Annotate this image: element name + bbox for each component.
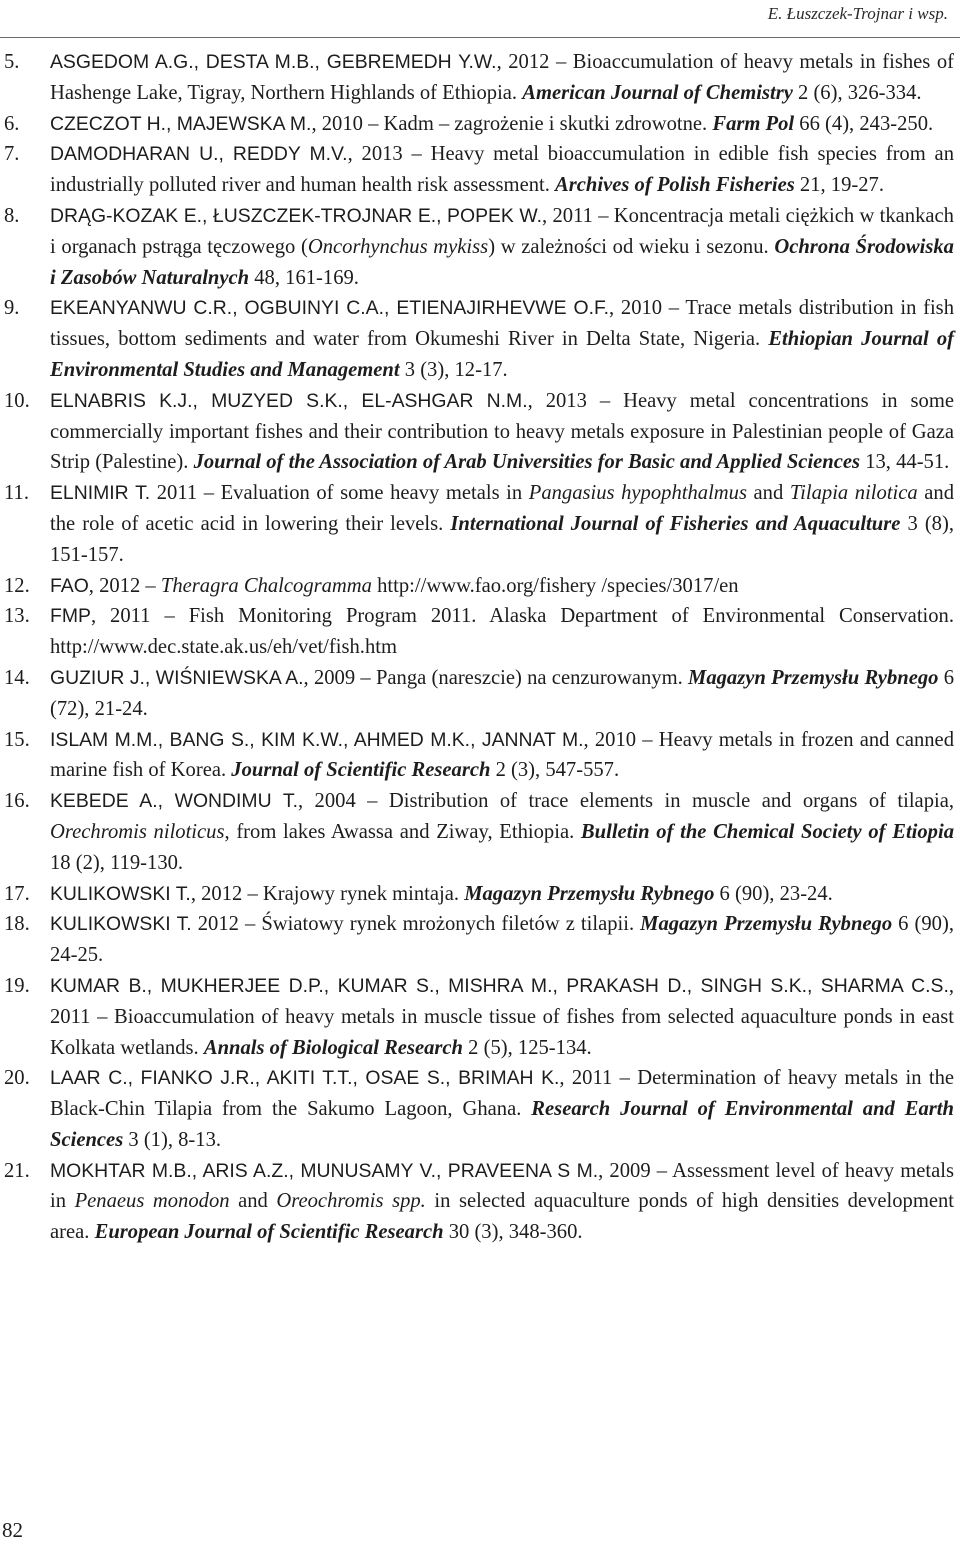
reference-text: 6 (72), 21-24.: [50, 666, 954, 720]
reference-number: 13.: [4, 605, 30, 628]
reference-number: 17.: [4, 882, 30, 905]
reference-text: 3 (3), 12-17.: [399, 358, 508, 381]
reference-journal: Magazyn Przemysłu Rybnego: [688, 666, 939, 689]
reference-authors: KUMAR B., MUKHERJEE D.P., KUMAR S., MISHRA M., PRAKASH D., SINGH S.K., SHARMA C.S.: [50, 974, 949, 997]
reference-text: , 2004 – Distribution of trace elements in muscle and organs of tilapia,: [297, 790, 955, 813]
reference-text: 2011 – Evaluation of some heavy metals in: [150, 482, 529, 505]
reference-authors: ELNABRIS K.J., MUZYED S.K., EL-ASHGAR N.M.: [50, 389, 528, 412]
reference-item: [0, 47, 960, 109]
reference-authors: KEBEDE A., WONDIMU T.: [50, 790, 298, 813]
reference-text: , 2012 – Krajowy rynek mintaja.: [190, 882, 465, 905]
reference-authors: DAMODHARAN U., REDDY M.V.: [50, 143, 348, 166]
reference-text: 66 (4), 243-250.: [794, 112, 934, 135]
reference-journal: Bulletin of the Chemical Society of Etiopia: [580, 820, 954, 843]
reference-text: 2 (6), 326-334.: [792, 81, 922, 104]
reference-journal: International Journal of Fisheries and Aquaculture: [450, 512, 901, 535]
reference-item: [0, 386, 960, 478]
reference-journal: Journal of Scientific Research: [231, 759, 491, 782]
reference-number: 9.: [4, 297, 20, 320]
reference-authors: FMP: [50, 605, 91, 628]
species-name: Oncorhynchus mykiss: [307, 235, 489, 258]
reference-authors: FAO: [50, 574, 89, 597]
reference-text: 2 (5), 125-134.: [463, 1036, 592, 1059]
reference-number: 14.: [4, 666, 30, 689]
reference-list: [0, 47, 960, 1248]
reference-item: [0, 1156, 960, 1248]
reference-item: [0, 601, 960, 663]
reference-number: 7.: [4, 143, 20, 166]
reference-text: ) w zależności od wieku i sezonu.: [488, 235, 775, 258]
reference-number: 18.: [4, 913, 30, 936]
reference-item: [0, 571, 960, 602]
running-head: E. Łuszczek-Trojnar i wsp.: [767, 4, 948, 23]
reference-text: 48, 161-169.: [249, 266, 359, 289]
reference-journal: European Journal of Scientific Research: [94, 1221, 444, 1244]
reference-authors: ISLAM M.M., BANG S., KIM K.W., AHMED M.K., JANNAT M.: [50, 728, 584, 751]
reference-text: 3 (1), 8-13.: [123, 1128, 222, 1151]
reference-journal: Journal of the Association of Arab Universities for Basic and Applied Sciences: [193, 451, 861, 474]
reference-text: , 2009 – Panga (nareszcie) na cenzurowanym.: [303, 666, 689, 689]
reference-text: in selected aquaculture ponds of high densities development area.: [50, 1190, 955, 1244]
reference-item: [0, 201, 960, 293]
reference-text: , 2009 – Assessment level of heavy metals in: [50, 1159, 954, 1213]
reference-journal: American Journal of Chemistry: [522, 81, 793, 104]
species-name: Tilapia nilotica: [789, 482, 918, 505]
reference-journal: Magazyn Przemysłu Rybnego: [640, 913, 893, 936]
species-name: Penaeus monodon: [74, 1190, 230, 1213]
reference-item: [0, 139, 960, 201]
reference-number: 8.: [4, 204, 20, 227]
reference-number: 19.: [4, 974, 30, 997]
reference-text: , 2010 – Kadm – zagrożenie i skutki zdrowotne.: [311, 112, 713, 135]
reference-journal: Farm Pol: [712, 112, 795, 135]
reference-journal: Magazyn Przemysłu Rybnego: [464, 882, 715, 905]
reference-authors: KULIKOWSKI T.: [50, 913, 192, 936]
reference-item: [0, 786, 960, 878]
reference-text: 30 (3), 348-360.: [443, 1221, 583, 1244]
reference-item: [0, 971, 960, 1063]
reference-item: [0, 109, 960, 140]
reference-item: [0, 293, 960, 385]
reference-authors: DRĄG-KOZAK E., ŁUSZCZEK-TROJNAR E., POPEK W.: [50, 204, 543, 227]
reference-journal: Annals of Biological Research: [203, 1036, 464, 1059]
reference-text: 3 (8), 151-157.: [50, 512, 954, 566]
reference-text: 21, 19-27.: [794, 174, 884, 197]
reference-text: and: [229, 1190, 277, 1213]
reference-journal: Research Journal of Environmental and Earth Sciences: [50, 1098, 954, 1151]
reference-authors: LAAR C., FIANKO J.R., AKITI T.T., OSAE S., BRIMAH K.: [50, 1067, 560, 1090]
reference-text: 2012 – Światowy rynek mrożonych filetów z tilapii.: [191, 913, 641, 936]
reference-number: 11.: [4, 482, 29, 505]
reference-authors: KULIKOWSKI T.: [50, 882, 191, 905]
reference-journal: Archives of Polish Fisheries: [555, 174, 795, 197]
reference-text: , 2010 – Trace metals distribution in fish tissues, bottom sediments and water from Okumeshi River in Delta State, Nigeria.: [50, 297, 954, 351]
reference-authors: ASGEDOM A.G., DESTA M.B., GEBREMEDH Y.W.: [50, 51, 497, 73]
reference-item: [0, 663, 960, 725]
reference-number: 21.: [4, 1159, 30, 1182]
reference-item: [0, 478, 960, 570]
reference-text: , 2012 – Bioaccumulation of heavy metals in fishes of Hashenge Lake, Tigray, Northern Highlands of Ethiopia.: [50, 51, 954, 104]
reference-text: , from lakes Awassa and Ziway, Ethiopia.: [224, 820, 581, 843]
reference-item: [0, 909, 960, 971]
reference-text: , 2011 – Fish Monitoring Program 2011. Alaska Department of Environmental Conservation. http://www.dec.state.ak.us/eh/vet/fish.htm: [50, 605, 954, 659]
reference-number: 10.: [4, 389, 30, 412]
species-name: Pangasius hypophthalmus: [528, 482, 747, 505]
reference-text: 18 (2), 119-130.: [50, 851, 184, 874]
reference-text: , 2011 – Koncentracja metali ciężkich w tkankach i organach pstrąga tęczowego (: [50, 204, 954, 258]
reference-text: , 2011 – Bioaccumulation of heavy metals in muscle tissue of fishes from selected aquaculture ponds in east Kolkata wetlands.: [50, 974, 954, 1059]
species-name: Orechromis niloticus: [50, 820, 225, 843]
reference-text: and the role of acetic acid in lowering their levels.: [50, 482, 954, 535]
reference-text: 6 (90), 24-25.: [50, 913, 954, 967]
reference-text: , 2012 –: [88, 574, 161, 597]
reference-authors: GUZIUR J., WIŚNIEWSKA A.: [50, 666, 304, 689]
reference-text: , 2010 – Heavy metals in frozen and canned marine fish of Korea.: [50, 728, 954, 782]
reference-journal: Ochrona Środowiska i Zasobów Naturalnych: [50, 235, 954, 289]
reference-number: 20.: [4, 1067, 30, 1090]
reference-authors: CZECZOT H., MAJEWSKA M.: [50, 112, 312, 135]
reference-number: 5.: [4, 51, 20, 73]
species-name: Theragra Chalcogramma: [160, 574, 372, 597]
reference-item: [0, 1063, 960, 1155]
reference-text: and: [746, 482, 790, 505]
reference-text: 6 (90), 23-24.: [714, 882, 833, 905]
page-number: 82: [2, 1518, 23, 1542]
reference-text: 2 (3), 547-557.: [490, 759, 620, 782]
reference-text: , 2011 – Determination of heavy metals in the Black-Chin Tilapia from the Sakumo Lagoon, Ghana.: [50, 1067, 955, 1121]
reference-item: [0, 725, 960, 787]
reference-authors: MOKHTAR M.B., ARIS A.Z., MUNUSAMY V., PRAVEENA S M.: [50, 1159, 599, 1182]
reference-item: [0, 879, 960, 910]
reference-number: 6.: [4, 112, 20, 135]
reference-number: 12.: [4, 574, 30, 597]
reference-authors: ELNIMIR T.: [50, 482, 151, 505]
reference-text: , 2013 – Heavy metal concentrations in some commercially important fishes and their contribution to heavy metals exposure in Palestinian people of Gaza Strip (Palestine).: [50, 389, 954, 474]
reference-number: 16.: [4, 790, 30, 813]
page-header: [0, 0, 960, 38]
reference-number: 15.: [4, 728, 30, 751]
reference-text: http://www.fao.org/fishery /species/3017/en: [371, 574, 739, 597]
reference-text: 13, 44-51.: [860, 451, 950, 474]
reference-journal: Ethiopian Journal of Environmental Studies and Management: [50, 328, 954, 381]
species-name: Oreochromis spp.: [276, 1190, 426, 1213]
reference-authors: EKEANYANWU C.R., OGBUINYI C.A., ETIENAJIRHEVWE O.F.: [50, 297, 610, 320]
reference-text: , 2013 – Heavy metal bioaccumulation in edible fish species from an industrially polluted river and human health risk assessment.: [50, 143, 954, 197]
